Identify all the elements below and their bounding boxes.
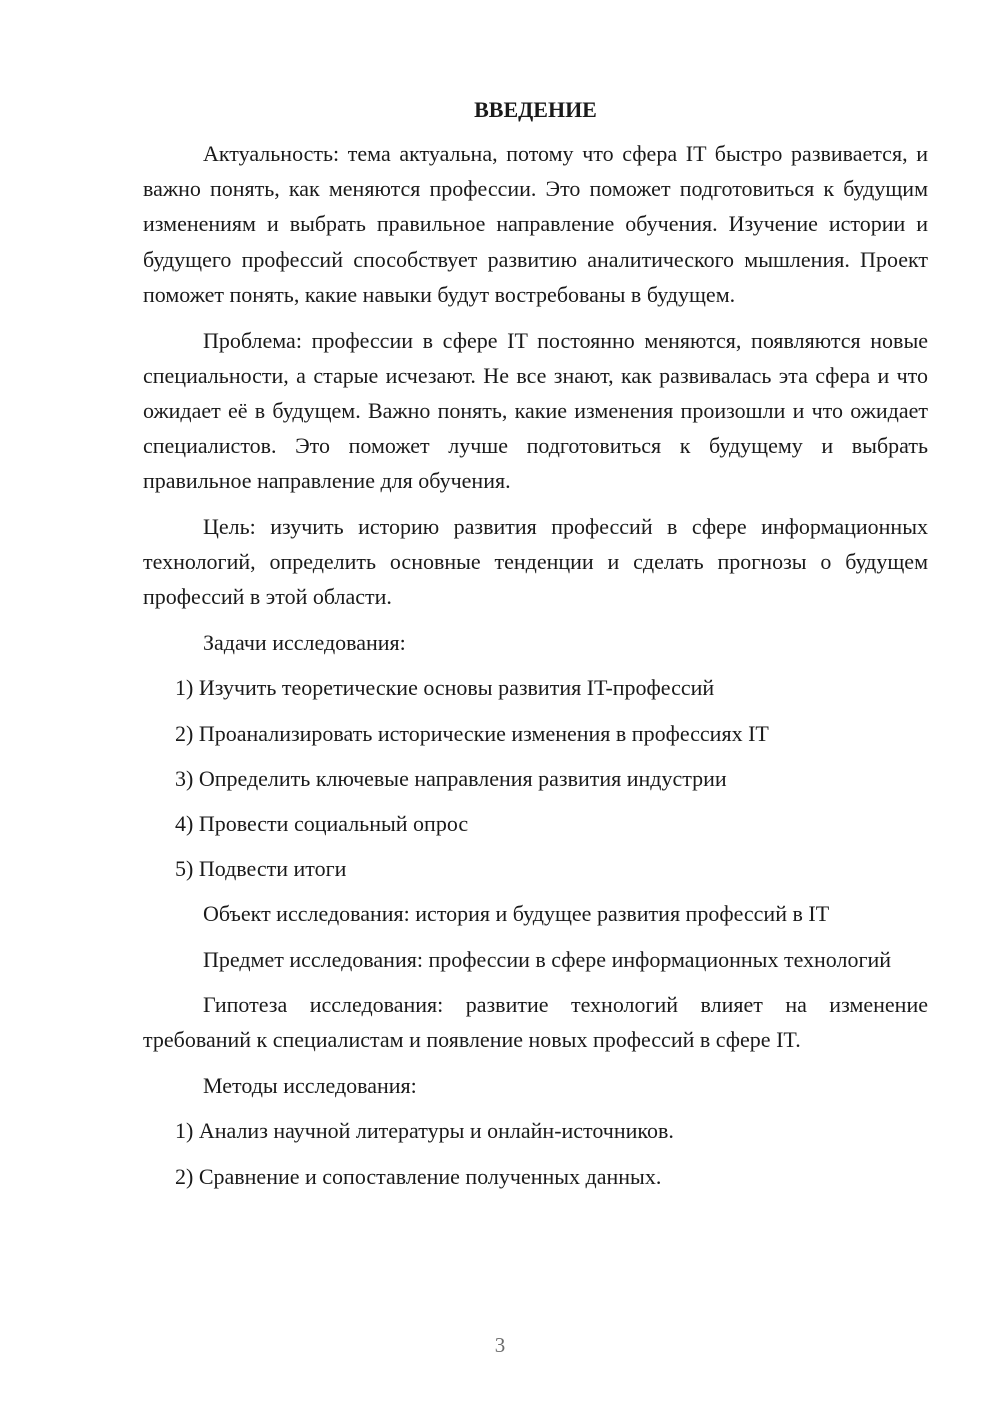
task-item: 3) Определить ключевые направления развития индустрии [175, 765, 727, 791]
task-item: 4) Провести социальный опрос [175, 810, 469, 836]
method-item: 1) Анализ научной литературы и онлайн-источников. [175, 1118, 674, 1144]
tasks-heading: Задачи исследования: [203, 630, 406, 656]
relevance-paragraph: Актуальность: тема актуальна, потому что сфера IT быстро развивается, и важно понять, как меняются профессии. Это поможет подготовиться к будущим изменениям и выбрать правильное направление обучения. Изучение истории и будущего профессий способствует развитию аналитического мышления. Проект поможет понять, какие навыки будут востребованы в будущем. [143, 141, 928, 307]
document-page [143, 92, 928, 1204]
goal-paragraph: Цель: изучить историю развития профессий в сфере информационных технологий, определить основные тенденции и сделать прогнозы о будущем профессий в этой области. [143, 514, 928, 610]
object-line: Объект исследования: история и будущее развития профессий в IT [203, 901, 830, 927]
methods-heading: Методы исследования: [203, 1073, 417, 1099]
subject-paragraph: Предмет исследования: профессии в сфере информационных технологий [203, 946, 892, 972]
hypothesis-paragraph: Гипотеза исследования: развитие технологий влияет на изменение требований к специалистам и появление новых профессий в сфере IT. [143, 992, 928, 1053]
section-title: ВВЕДЕНИЕ [474, 97, 597, 122]
method-item: 2) Сравнение и сопоставление полученных данных. [175, 1163, 662, 1189]
task-item: 5) Подвести итоги [175, 856, 347, 882]
methods-list [143, 1113, 928, 1193]
tasks-list [143, 670, 928, 886]
problem-paragraph: Проблема: профессии в сфере IT постоянно меняются, появляются новые специальности, а старые исчезают. Не все знают, как развивалась эта сфера и что ожидает её в будущем. Важно понять, какие изменения произошли и что ожидает специалистов. Это поможет лучше подготовиться к будущему и выбрать правильное направление для обучения. [143, 327, 928, 494]
task-item: 1) Изучить теоретические основы развития IT-профессий [175, 675, 715, 701]
task-item: 2) Проанализировать исторические изменения в профессиях IT [175, 720, 769, 746]
page-number: 3 [494, 1333, 506, 1357]
